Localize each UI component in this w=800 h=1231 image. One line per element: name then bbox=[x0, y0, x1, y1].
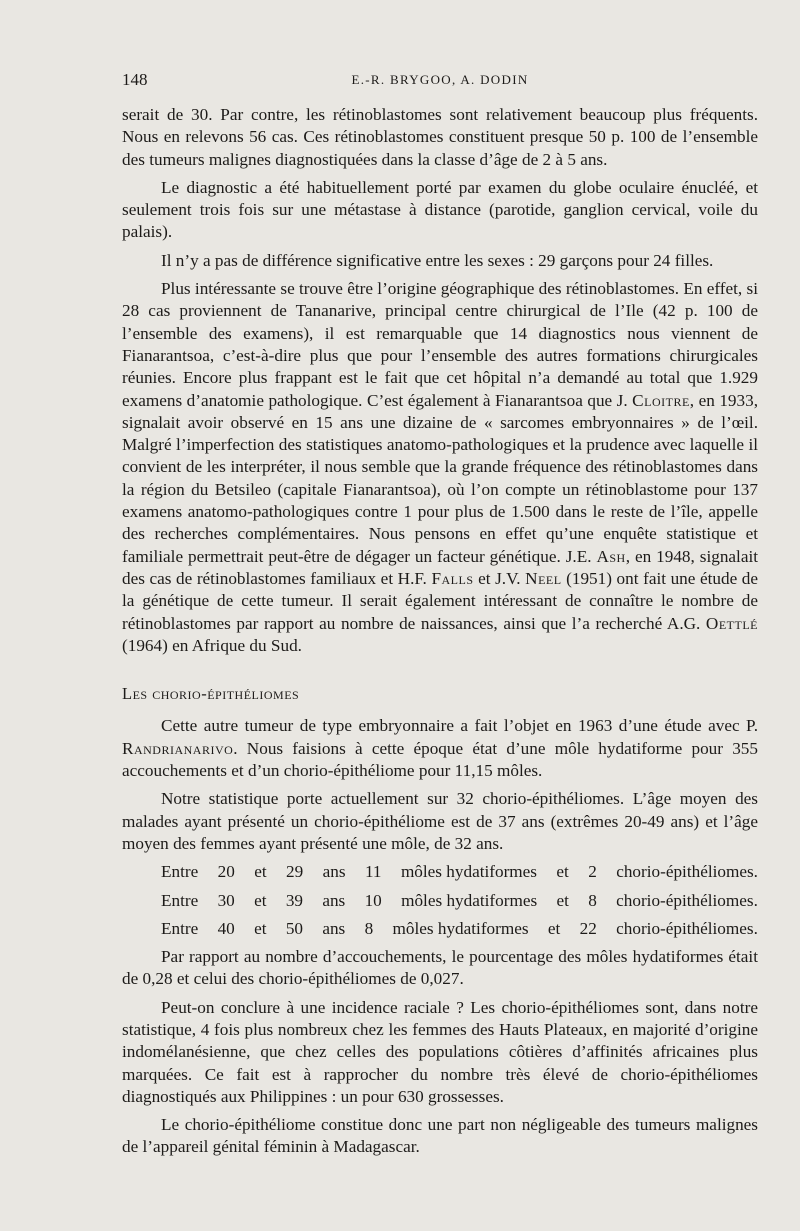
stat-chorio-count: 22 bbox=[579, 918, 597, 938]
stat-word: Entre bbox=[161, 862, 199, 882]
stat-chorio-label: chorio-épithéliomes. bbox=[616, 890, 758, 910]
stat-age-to: 50 bbox=[285, 918, 303, 938]
paragraph-8: Peut-on conclure à une incidence raciale ? Les chorio-épithéliomes sont, dans notre statistique, 4 fois plus nombreux chez les femmes des Hauts Plateaux, en majorité d’origine indomélanésienne, que chez celles des populations côtières d’affinités africaines plus marquées. Ce fait est à rapprocher du nombre très élevé de chorio-épithéliomes diagnostiqués aux Philippines : un pour 630 grossesses. bbox=[122, 997, 758, 1106]
stat-word: ans bbox=[322, 890, 346, 910]
body-text bbox=[122, 104, 758, 1165]
paragraph-2: Le diagnostic a été habituellement porté par examen du globe oculaire énucléé, et seulement trois fois sur une métastase à distance (parotide, ganglion cervical, voile du palais). bbox=[122, 177, 758, 242]
stat-word: Entre bbox=[161, 890, 199, 910]
running-head: E.-R. BRYGOO, A. DODIN bbox=[351, 72, 529, 87]
paragraph-7: Par rapport au nombre d’accouchements, le pourcentage des môles hydatiformes était de 0,28 et celui des chorio-épithéliomes de 0,027. bbox=[122, 947, 758, 989]
section-heading: Les chorio-épithéliomes bbox=[122, 684, 300, 704]
p4-text-c: , en 1948, signalait des cas de rétinoblastomes familiaux et H.F. bbox=[122, 546, 758, 588]
stat-age-to: 39 bbox=[285, 890, 303, 910]
p4-text-b: , en 1933, signalait avoir observé en 15 ans une dizaine de « sarcomes embryonnaires » de l’œil. Malgré l’imperfection des statistiques anatomo-pathologiques et la prudence avec laquelle il convient de les interpréter, il nous semble que la grande fréquence des rétinoblastomes dans la région du Betsileo (capitale Fianarantsoa), où l’on compte un rétinoblastome pour 137 examens anatomo-pathologiques contre 1 pour plus de 1.500 dans le reste de l’île, appelle des recherches complémentaires. Nous pensons en effet qu’une enquête statistique et familiale permettrait peut-être de dégager un facteur génétique. J.E. bbox=[122, 390, 758, 566]
paragraph-6: Notre statistique porte actuellement sur 32 chorio-épithéliomes. L’âge moyen des malades ayant présenté un chorio-épithéliome est de 37 ans (extrêmes 20-49 ans) et l’âge moyen des femmes ayant présenté une môle, de 32 ans. bbox=[122, 789, 758, 853]
paragraph-4 bbox=[122, 278, 758, 657]
stat-chorio-label: chorio-épithéliomes. bbox=[616, 918, 758, 938]
page-header bbox=[122, 70, 758, 94]
stat-word: ans bbox=[322, 862, 346, 882]
stat-chorio-label: chorio-épithéliomes. bbox=[616, 862, 758, 882]
stat-chorio-count: 8 bbox=[588, 890, 597, 910]
author-oettle: Oettlé bbox=[705, 613, 758, 633]
stat-word: et bbox=[254, 862, 267, 882]
p4-text-a: Plus intéressante se trouve être l’origine géographique des rétinoblastomes. En effet, si 28 cas proviennent de Tananarive, principal centre chirurgical de l’Ile (42 p. 100 de l’ensemble des examens), il est remarquable que 14 diagnostics nous viennent de Fianarantsoa, c’est-à-dire plus que pour l’ensemble des autres formations chirurgicales réunies. Encore plus frappant est le fait que cet hôpital n’a demandé au total que 1.929 examens d’anatomie pathologique. C’est également à Fianarantsoa que J. bbox=[122, 279, 758, 410]
stat-word: et bbox=[547, 918, 561, 938]
author-cloitre: Cloitre bbox=[632, 390, 690, 410]
paragraph-9: Le chorio-épithéliome constitue donc une part non négligeable des tumeurs malignes de l’appareil génital féminin à Madagascar. bbox=[122, 1115, 758, 1157]
stat-moles-count: 8 bbox=[364, 918, 374, 938]
author-randrianarivo: Randrianarivo bbox=[122, 738, 234, 758]
stat-moles-label: môles hydatiformes bbox=[392, 918, 529, 938]
p5-text-b: . Nous faisions à cette époque état d’une môle hydatiforme pour 355 accouchements et d’un chorio-épithéliome pour 11,15 môles. bbox=[122, 738, 758, 781]
paragraph-5 bbox=[122, 715, 758, 782]
age-stat-row bbox=[122, 890, 758, 912]
stat-word: ans bbox=[322, 918, 346, 938]
page-number: 148 bbox=[122, 70, 148, 89]
p5-text-a: Cette autre tumeur de type embryonnaire a fait l’objet en 1963 d’une étude avec P. bbox=[161, 716, 758, 736]
author-ash: Ash bbox=[596, 546, 626, 566]
stat-word: et bbox=[556, 890, 569, 910]
p4-text-e: (1951) ont fait une étude de la génétique de cette tumeur. Il serait également intéressant de connaître le nombre de rétinoblastomes par rapport au nombre de naissances, ainsi que l’a recherché A.G. bbox=[122, 568, 759, 633]
stat-age-to: 29 bbox=[286, 862, 304, 882]
age-stat-row bbox=[122, 918, 758, 940]
stat-word: et bbox=[556, 862, 569, 882]
stat-chorio-count: 2 bbox=[588, 862, 597, 882]
stat-moles-label: môles hydatiformes bbox=[400, 862, 537, 882]
p4-text-f: (1964) en Afrique du Sud. bbox=[122, 635, 302, 655]
stat-moles-count: 10 bbox=[364, 890, 382, 910]
paragraph-3: Il n’y a pas de différence significative entre les sexes : 29 garçons pour 24 filles. bbox=[161, 250, 714, 270]
stat-age-from: 20 bbox=[217, 862, 235, 882]
p4-text-d: et J.V. bbox=[473, 568, 521, 588]
stat-word: Entre bbox=[161, 918, 199, 938]
stat-moles-count: 11 bbox=[364, 862, 382, 882]
stat-moles-label: môles hydatiformes bbox=[401, 890, 538, 910]
stat-age-from: 30 bbox=[217, 890, 235, 910]
author-falls: Falls bbox=[431, 568, 474, 588]
author-neel: Neel bbox=[525, 568, 562, 588]
stat-word: et bbox=[254, 918, 267, 938]
age-stat-row bbox=[122, 861, 758, 883]
stat-age-from: 40 bbox=[217, 918, 235, 938]
paragraph-1: serait de 30. Par contre, les rétinoblastomes sont relativement beaucoup plus fréquents. Nous en relevons 56 cas. Ces rétinoblastomes constituent presque 50 p. 100 de l’ensemble des tumeurs malignes diagnostiquées dans la classe d’âge de 2 à 5 ans. bbox=[122, 105, 758, 169]
stat-word: et bbox=[254, 890, 267, 910]
